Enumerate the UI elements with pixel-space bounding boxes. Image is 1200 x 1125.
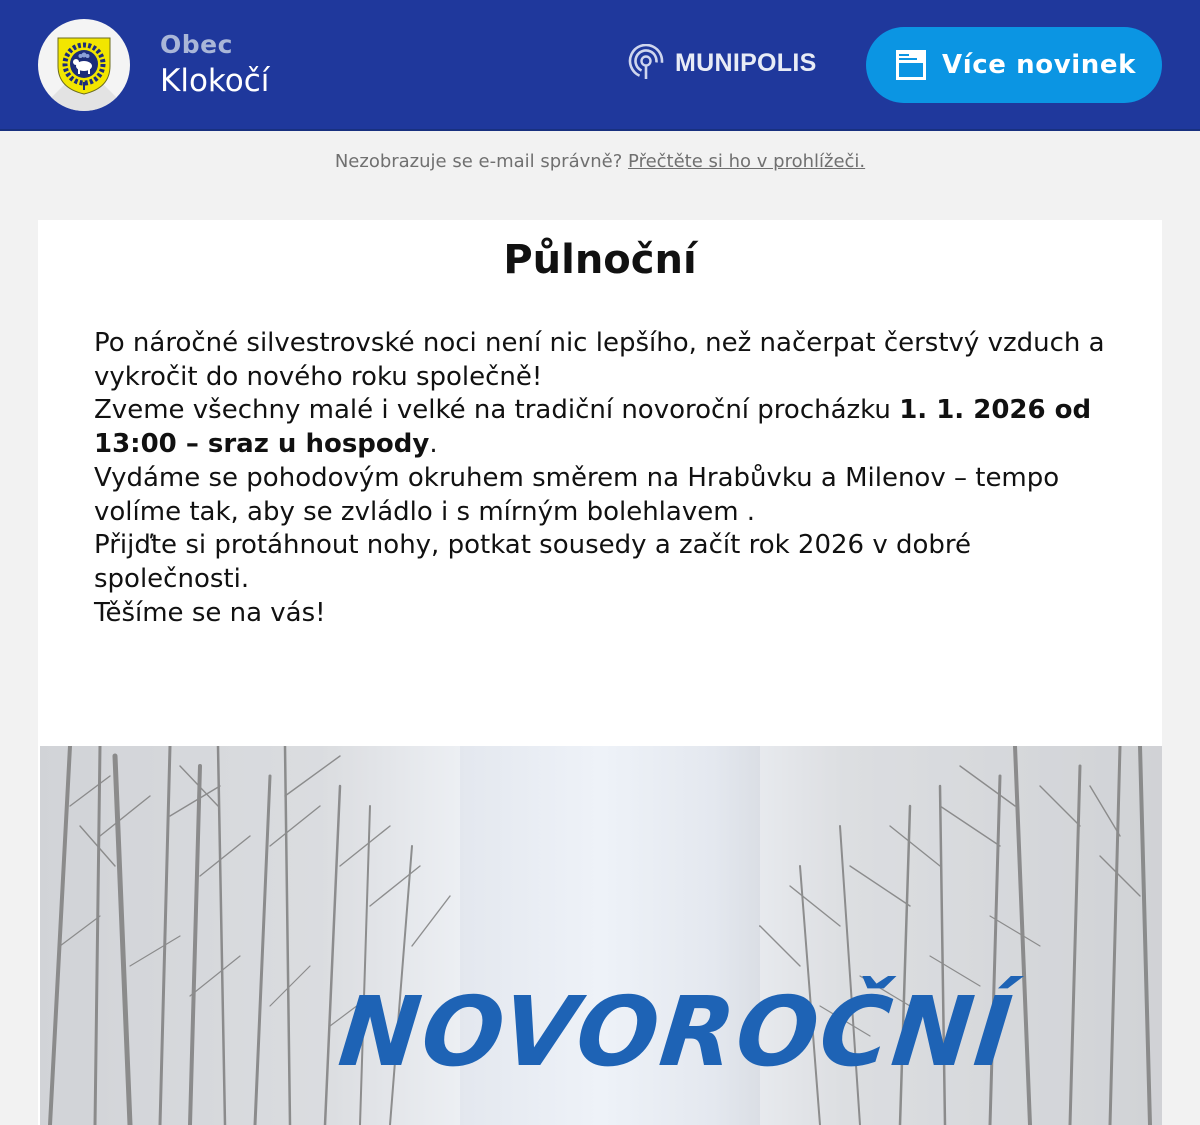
newspaper-icon bbox=[896, 50, 926, 80]
broadcast-icon bbox=[627, 44, 665, 82]
article-title: Půlnoční bbox=[503, 237, 697, 283]
notice-text: Nezobrazuje se e-mail správně? bbox=[334, 151, 623, 172]
paragraph-invitation bbox=[94, 394, 1124, 461]
paragraph-route: Vydáme se pohodovým okruhem směrem na Hrabůvku a Milenov – tempo volíme tak, aby se zvládlo i s mírným bolehlavem . bbox=[94, 462, 1060, 527]
invitation-text: Zveme všechny malé i velké na tradiční novoroční procházku bbox=[94, 395, 900, 426]
image-overlay-text: NOVOROČNÍ bbox=[334, 976, 1019, 1088]
view-in-browser-link[interactable]: Přečtěte si ho v prohlížeči. bbox=[628, 151, 866, 172]
municipality-logo[interactable] bbox=[38, 19, 130, 111]
more-news-label: Více novinek bbox=[942, 50, 1136, 80]
paragraph-intro: Po náročné silvestrovské noci není nic lepšího, než načerpat čerstvý vzduch a vykročit do nového roku společně! bbox=[94, 328, 1105, 392]
coat-of-arms-icon bbox=[56, 36, 112, 96]
more-news-button[interactable] bbox=[866, 27, 1162, 103]
article-image[interactable] bbox=[40, 746, 1162, 1125]
munipolis-label: MUNIPOLIS bbox=[675, 48, 817, 77]
paragraph-closing: Těšíme se na vás! bbox=[94, 597, 326, 628]
event-date-time: 1. 1. 2026 od 13:00 – sraz u hospody bbox=[94, 395, 1092, 460]
header-bar bbox=[0, 0, 1200, 131]
municipality-name: Klokočí bbox=[160, 63, 270, 99]
view-in-browser-notice bbox=[0, 151, 1200, 172]
invitation-period: . bbox=[429, 429, 438, 460]
label-obec: Obec bbox=[160, 30, 233, 59]
munipolis-brand[interactable] bbox=[627, 44, 817, 82]
paragraph-call: Přijďte si protáhnout nohy, potkat sousedy a začít rok 2026 v dobré společnosti. bbox=[94, 530, 972, 594]
article-body bbox=[94, 327, 1124, 630]
